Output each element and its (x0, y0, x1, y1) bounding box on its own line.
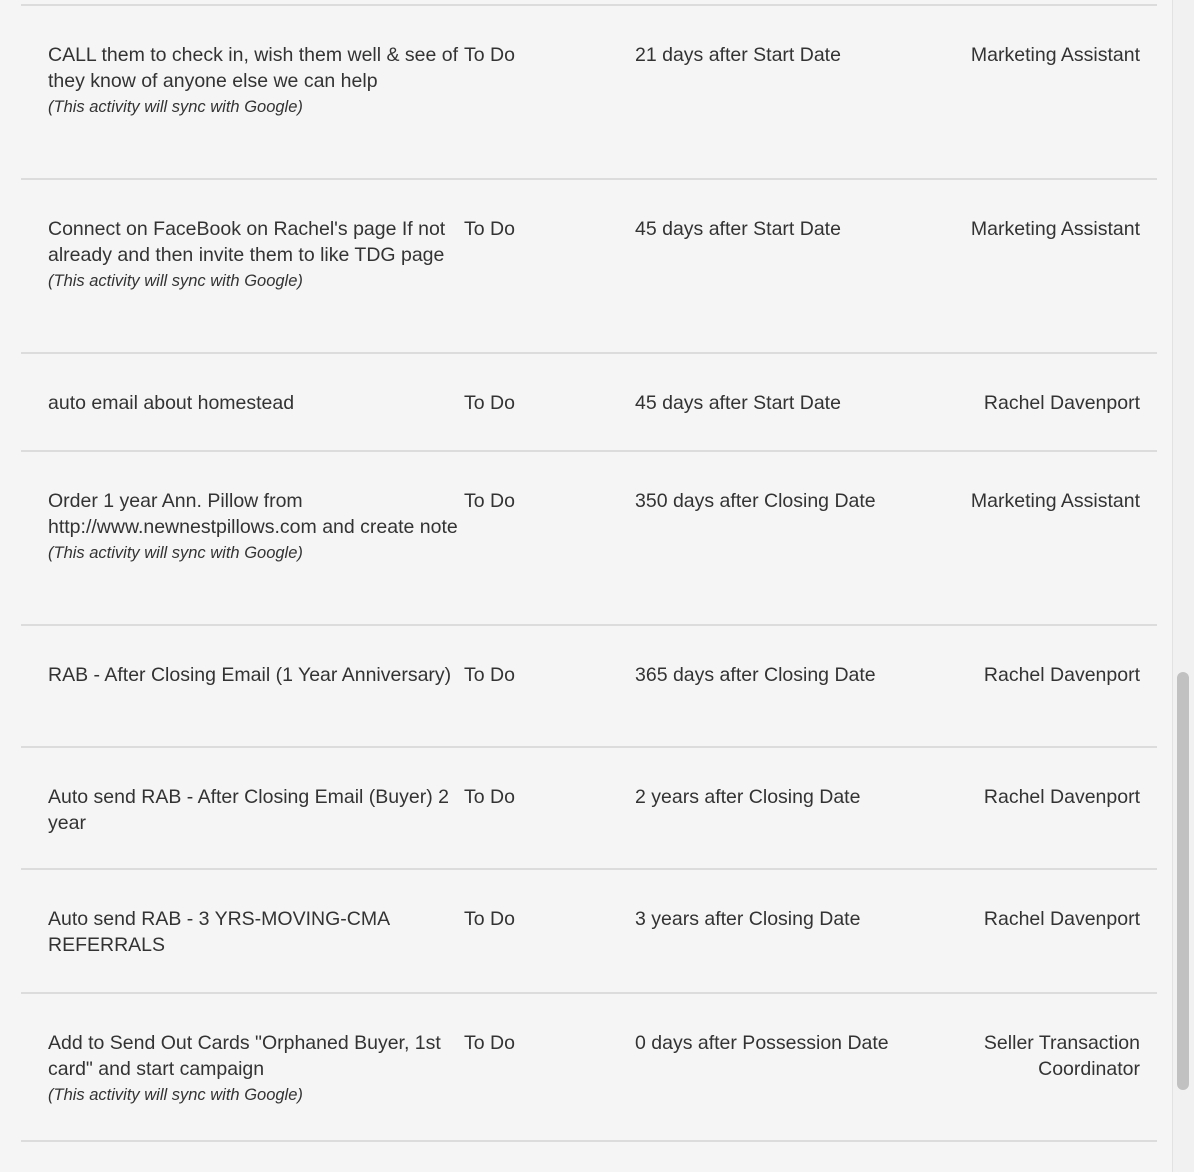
activity-assignee: Marketing Assistant (970, 490, 1140, 512)
activity-due: 3 years after Closing Date (635, 908, 861, 930)
activity-description (48, 784, 464, 836)
activity-description (48, 390, 464, 416)
activity-description-text: auto email about homestead (48, 392, 295, 414)
activity-row[interactable] (21, 180, 1157, 354)
activity-type: To Do (464, 44, 515, 66)
google-sync-note: (This activity will sync with Google) (48, 98, 303, 116)
activity-due: 45 days after Start Date (635, 218, 841, 240)
activity-description (48, 42, 464, 120)
activity-list (21, 4, 1157, 1142)
activity-type: To Do (464, 1032, 515, 1054)
activity-due: 0 days after Possession Date (635, 1032, 889, 1054)
activity-row[interactable] (21, 452, 1157, 626)
activity-type: To Do (464, 218, 515, 240)
activity-description (48, 216, 464, 294)
activity-assignee: Rachel Davenport (983, 786, 1140, 808)
activity-row[interactable] (21, 748, 1157, 870)
activity-due: 45 days after Start Date (635, 392, 841, 414)
activity-row[interactable] (21, 870, 1157, 994)
activity-row[interactable] (21, 354, 1157, 452)
activity-assignee: Rachel Davenport (983, 908, 1140, 930)
activity-description (48, 662, 464, 688)
activity-assignee: Marketing Assistant (970, 218, 1140, 240)
activity-type: To Do (464, 908, 515, 930)
activity-due: 365 days after Closing Date (635, 664, 876, 686)
vertical-scrollbar[interactable] (1172, 0, 1194, 1172)
activity-assignee: Marketing Assistant (970, 44, 1140, 66)
activity-type: To Do (464, 786, 515, 808)
activity-due: 21 days after Start Date (635, 44, 841, 66)
activity-assignee: Rachel Davenport (983, 392, 1140, 414)
activity-description-text: Order 1 year Ann. Pillow from http://www.newnestpillows.com and create note (48, 490, 458, 538)
activity-description-text: Auto send RAB - 3 YRS-MOVING-CMA REFERRALS (48, 908, 389, 956)
activity-description-text: Auto send RAB - After Closing Email (Buyer) 2 year (48, 786, 449, 834)
activity-description (48, 906, 464, 958)
activity-type: To Do (464, 392, 515, 414)
activity-description-text: Connect on FaceBook on Rachel's page If not already and then invite them to like TDG page (48, 218, 446, 266)
activity-assignee: Seller Transaction Coordinator (983, 1032, 1140, 1080)
activity-description-text: Add to Send Out Cards "Orphaned Buyer, 1st card" and start campaign (48, 1032, 441, 1080)
activity-type: To Do (464, 490, 515, 512)
scrollbar-thumb[interactable] (1177, 672, 1189, 1090)
google-sync-note: (This activity will sync with Google) (48, 1086, 303, 1104)
activity-row[interactable] (21, 6, 1157, 180)
activity-description (48, 488, 464, 566)
activity-due: 2 years after Closing Date (635, 786, 861, 808)
activity-assignee: Rachel Davenport (983, 664, 1140, 686)
google-sync-note: (This activity will sync with Google) (48, 544, 303, 562)
activity-due: 350 days after Closing Date (635, 490, 876, 512)
activity-row[interactable] (21, 626, 1157, 748)
activity-row[interactable] (21, 994, 1157, 1142)
activity-description (48, 1030, 464, 1108)
activity-type: To Do (464, 664, 515, 686)
google-sync-note: (This activity will sync with Google) (48, 272, 303, 290)
activity-description-text: RAB - After Closing Email (1 Year Anniversary) (48, 664, 452, 686)
activity-description-text: CALL them to check in, wish them well & see of they know of anyone else we can help (48, 44, 459, 92)
